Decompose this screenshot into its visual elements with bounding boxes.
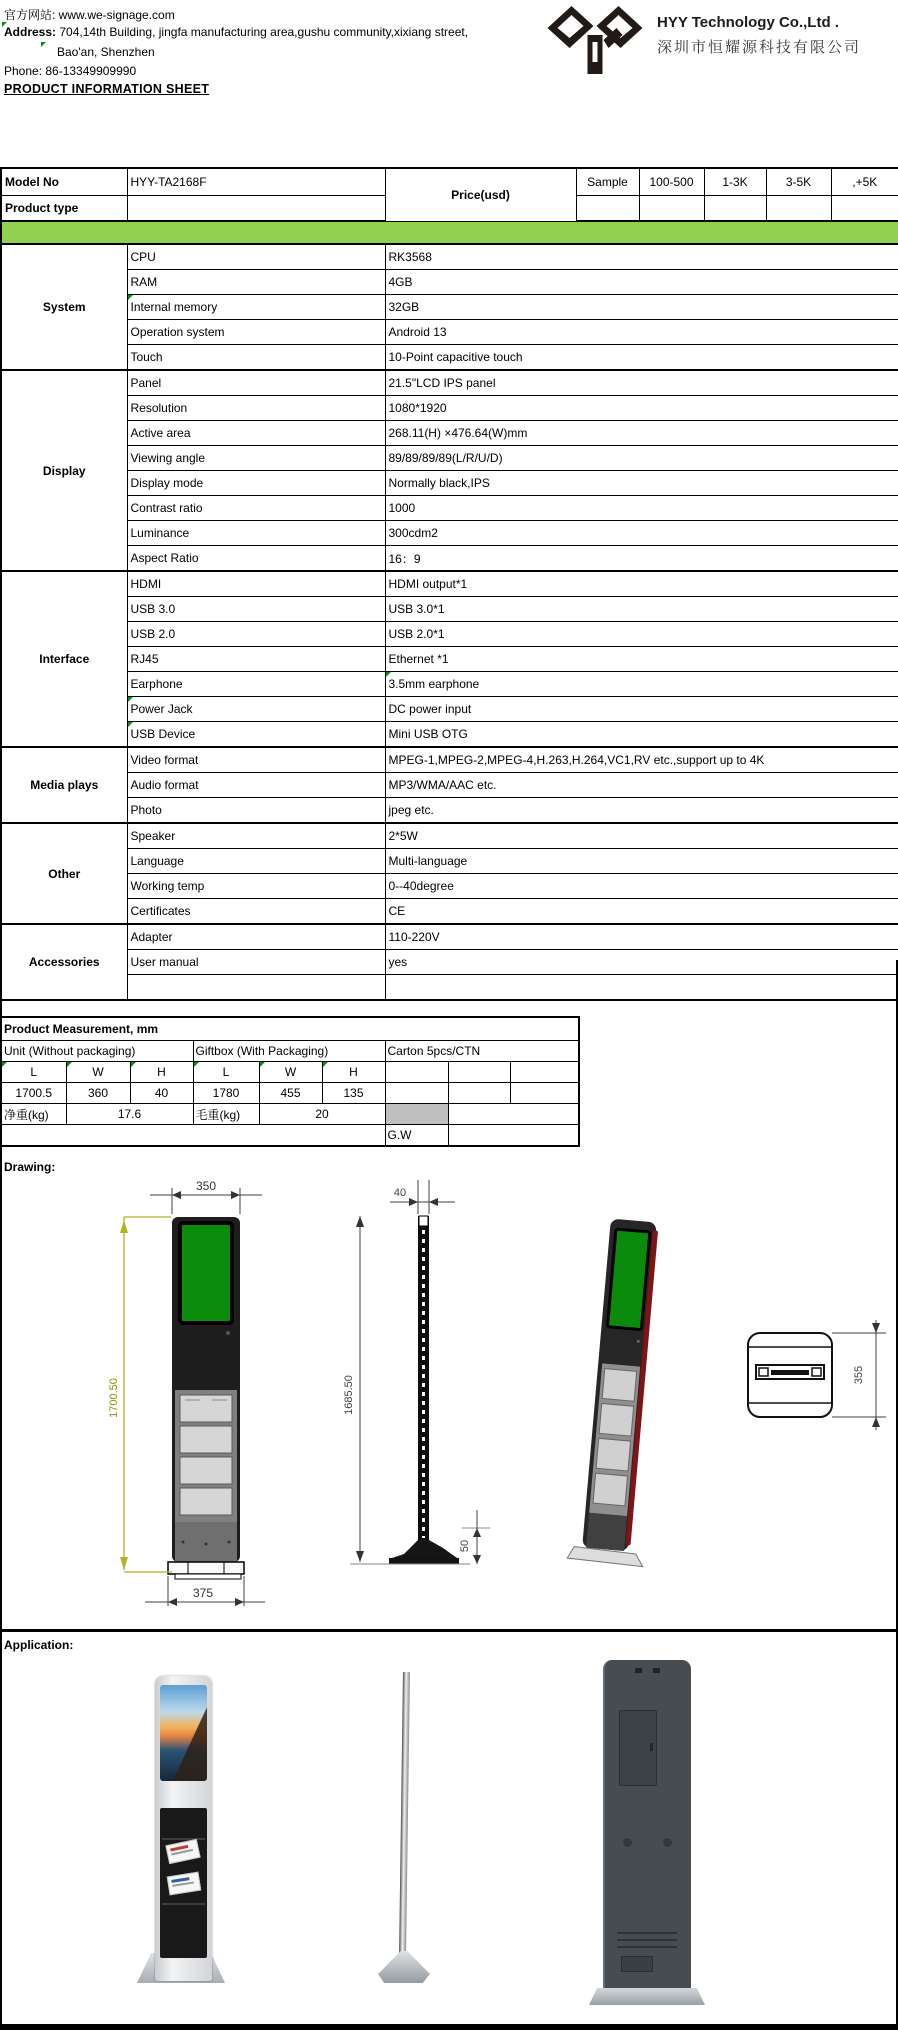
spec-label: RJ45 — [127, 647, 385, 672]
spec-label: CPU — [127, 244, 385, 270]
product-type-label: Product type — [1, 196, 127, 222]
front-height-dim: 1700.50 — [108, 1378, 120, 1418]
spec-label: Panel — [127, 370, 385, 396]
spec-value: 0--40degree — [385, 874, 898, 899]
rear-speaker — [663, 1838, 672, 1847]
front-width-dim: 350 — [195, 1179, 217, 1193]
section-accessories: Accessories — [1, 924, 127, 1000]
price-tier: 3-5K — [766, 168, 831, 196]
spec-value: 1080*1920 — [385, 396, 898, 421]
gw-label: G.W — [385, 1125, 448, 1147]
company-name-en: HYY Technology Co.,Ltd . — [657, 14, 839, 31]
spec-value: 2*5W — [385, 823, 898, 849]
dim-value: 1700.5 — [1, 1083, 66, 1104]
measurement-table — [0, 1016, 580, 1147]
rear-vent — [617, 1939, 677, 1941]
spec-value: Normally black,IPS — [385, 471, 898, 496]
comment-marker — [41, 42, 46, 47]
gross-weight-label: 毛重(kg) — [193, 1104, 259, 1125]
phone-line: Phone: 86-13349909990 — [4, 64, 137, 78]
spec-label: RAM — [127, 270, 385, 295]
address-text: 704,14th Building, jingfa manufacturing area,gushu community,xixiang street, — [59, 25, 469, 39]
price-header: Price(usd) — [385, 168, 576, 221]
dim-header: H — [322, 1062, 385, 1083]
spec-label: User manual — [127, 950, 385, 975]
group-carton: Carton 5pcs/CTN — [385, 1041, 579, 1062]
spec-value: 300cdm2 — [385, 521, 898, 546]
carton-cell — [385, 1062, 448, 1083]
group-giftbox: Giftbox (With Packaging) — [193, 1041, 385, 1062]
section-display: Display — [1, 370, 127, 571]
spec-table — [0, 167, 898, 1001]
front-view — [108, 1179, 265, 1606]
drawing-title: Drawing: — [4, 1160, 56, 1174]
kiosk-screen-image — [160, 1685, 207, 1781]
brochure-pocket — [160, 1808, 207, 1958]
dim-header: W — [259, 1062, 322, 1083]
spec-value: jpeg etc. — [385, 798, 898, 824]
kiosk-body — [155, 1676, 212, 1981]
company-name-cn: 深圳市恒耀源科技有限公司 — [657, 39, 862, 56]
rear-bottom-panel — [621, 1956, 653, 1972]
rear-button — [635, 1668, 642, 1673]
dim-header: H — [130, 1062, 193, 1083]
application-title: Application: — [4, 1638, 74, 1652]
model-no-value: HYY-TA2168F — [127, 168, 385, 196]
rear-access-door — [619, 1710, 657, 1786]
spec-label: USB 2.0 — [127, 622, 385, 647]
spec-label: Video format — [127, 747, 385, 773]
carton-cell — [510, 1083, 579, 1104]
spec-value: 4GB — [385, 270, 898, 295]
address-label: Address: — [4, 25, 57, 39]
spec-label: Display mode — [127, 471, 385, 496]
spec-label: Contrast ratio — [127, 496, 385, 521]
carton-cell — [448, 1083, 510, 1104]
dim-header: W — [66, 1062, 130, 1083]
spec-value: Android 13 — [385, 320, 898, 345]
spec-label: Photo — [127, 798, 385, 824]
application-photo-front — [137, 1660, 225, 1988]
front-base-width-dim: 375 — [192, 1586, 214, 1600]
price-value — [704, 196, 766, 222]
spec-label: Resolution — [127, 396, 385, 421]
rear-vent — [617, 1946, 677, 1948]
kiosk-rear-base — [589, 1988, 705, 2005]
price-tier: Sample — [576, 168, 639, 196]
rear-vent — [617, 1932, 677, 1934]
measurement-title: Product Measurement, mm — [1, 1017, 579, 1041]
dim-value: 455 — [259, 1083, 322, 1104]
technical-drawing — [0, 1150, 898, 1635]
dim-value: 40 — [130, 1083, 193, 1104]
net-weight-value: 17.6 — [66, 1104, 193, 1125]
brochure-card — [167, 1872, 202, 1896]
brochure-card — [165, 1839, 200, 1864]
product-type-value — [127, 196, 385, 222]
dim-value: 1780 — [193, 1083, 259, 1104]
company-logo — [540, 2, 650, 74]
price-value — [576, 196, 639, 222]
spec-label: Aspect Ratio — [127, 546, 385, 572]
spec-label: HDMI — [127, 571, 385, 597]
spec-label: Speaker — [127, 823, 385, 849]
empty-cell — [1, 1125, 385, 1147]
spec-value: 1000 — [385, 496, 898, 521]
section-system: System — [1, 244, 127, 370]
spec-value: 21.5"LCD IPS panel — [385, 370, 898, 396]
spec-label: Language — [127, 849, 385, 874]
rear-button — [653, 1668, 660, 1673]
spec-label: Certificates — [127, 899, 385, 925]
spec-value: DC power input — [385, 697, 898, 722]
model-no-label: Model No — [1, 168, 127, 196]
spec-label: Earphone — [127, 672, 385, 697]
kiosk-side-base — [378, 1951, 430, 1983]
application-photo-side — [375, 1668, 431, 1988]
price-tier: 1-3K — [704, 168, 766, 196]
address-line2: Bao'an, Shenzhen — [57, 45, 155, 59]
spec-label: Internal memory — [127, 295, 385, 320]
carton-cell — [448, 1104, 579, 1125]
dim-header: L — [1, 1062, 66, 1083]
spec-label: Operation system — [127, 320, 385, 345]
spec-value: 32GB — [385, 295, 898, 320]
group-unit: Unit (Without packaging) — [1, 1041, 193, 1062]
gray-cell — [385, 1104, 448, 1125]
application-photo-rear — [589, 1660, 705, 2008]
section-other: Other — [1, 823, 127, 924]
spec-value: 89/89/89/89(L/R/U/D) — [385, 446, 898, 471]
side-view — [343, 1180, 490, 1564]
perspective-view — [567, 1217, 673, 1566]
spec-label: USB 3.0 — [127, 597, 385, 622]
dim-header: L — [193, 1062, 259, 1083]
gross-weight-value: 20 — [259, 1104, 385, 1125]
spec-value: CE — [385, 899, 898, 925]
spec-value: 10-Point capacitive touch — [385, 345, 898, 371]
spec-value: 16：9 — [385, 546, 898, 572]
carton-cell — [510, 1062, 579, 1083]
price-value — [831, 196, 898, 222]
dim-value: 135 — [322, 1083, 385, 1104]
side-base-height-dim: 50 — [459, 1539, 471, 1553]
section-media-plays: Media plays — [1, 747, 127, 823]
spec-value: Mini USB OTG — [385, 722, 898, 748]
spec-label: Power Jack — [127, 697, 385, 722]
page-title: PRODUCT INFORMATION SHEET — [4, 82, 210, 96]
price-tier: 100-500 — [639, 168, 704, 196]
spec-value: 268.11(H) ×476.64(W)mm — [385, 421, 898, 446]
spec-label: Touch — [127, 345, 385, 371]
price-value — [639, 196, 704, 222]
spec-value: USB 3.0*1 — [385, 597, 898, 622]
spec-value: RK3568 — [385, 244, 898, 270]
spec-value: Multi-language — [385, 849, 898, 874]
kiosk-rear-body — [603, 1660, 691, 1990]
top-depth-dim: 355 — [853, 1365, 865, 1385]
spec-label: Luminance — [127, 521, 385, 546]
spec-value: MPEG-1,MPEG-2,MPEG-4,H.263,H.264,VC1,RV etc.,support up to 4K — [385, 747, 898, 773]
top-view — [748, 1320, 886, 1430]
spec-value: USB 2.0*1 — [385, 622, 898, 647]
side-height-dim: 1685.50 — [343, 1375, 355, 1415]
carton-cell — [385, 1083, 448, 1104]
carton-cell — [448, 1062, 510, 1083]
side-thickness-dim: 40 — [393, 1187, 407, 1199]
spec-value: yes — [385, 950, 898, 975]
address-line — [4, 25, 468, 39]
spec-label: Audio format — [127, 773, 385, 798]
spec-label: Working temp — [127, 874, 385, 899]
net-weight-label: 净重(kg) — [1, 1104, 66, 1125]
section-interface: Interface — [1, 571, 127, 747]
spec-value: MP3/WMA/AAC etc. — [385, 773, 898, 798]
spec-label: Adapter — [127, 924, 385, 950]
green-divider-bar — [1, 221, 898, 244]
carton-cell — [448, 1125, 579, 1147]
price-value — [766, 196, 831, 222]
spec-value: Ethernet *1 — [385, 647, 898, 672]
kiosk-side-profile — [399, 1672, 410, 1955]
drawing-screen — [180, 1223, 232, 1323]
rear-speaker — [623, 1838, 632, 1847]
spec-value: HDMI output*1 — [385, 571, 898, 597]
spec-label: USB Device — [127, 722, 385, 748]
spec-label: Viewing angle — [127, 446, 385, 471]
website-line: 官方网站: www.we-signage.com — [4, 8, 175, 22]
spec-label: Active area — [127, 421, 385, 446]
price-tier: ,+5K — [831, 168, 898, 196]
spec-value: 3.5mm earphone — [385, 672, 898, 697]
dim-value: 360 — [66, 1083, 130, 1104]
spec-value: 110-220V — [385, 924, 898, 950]
